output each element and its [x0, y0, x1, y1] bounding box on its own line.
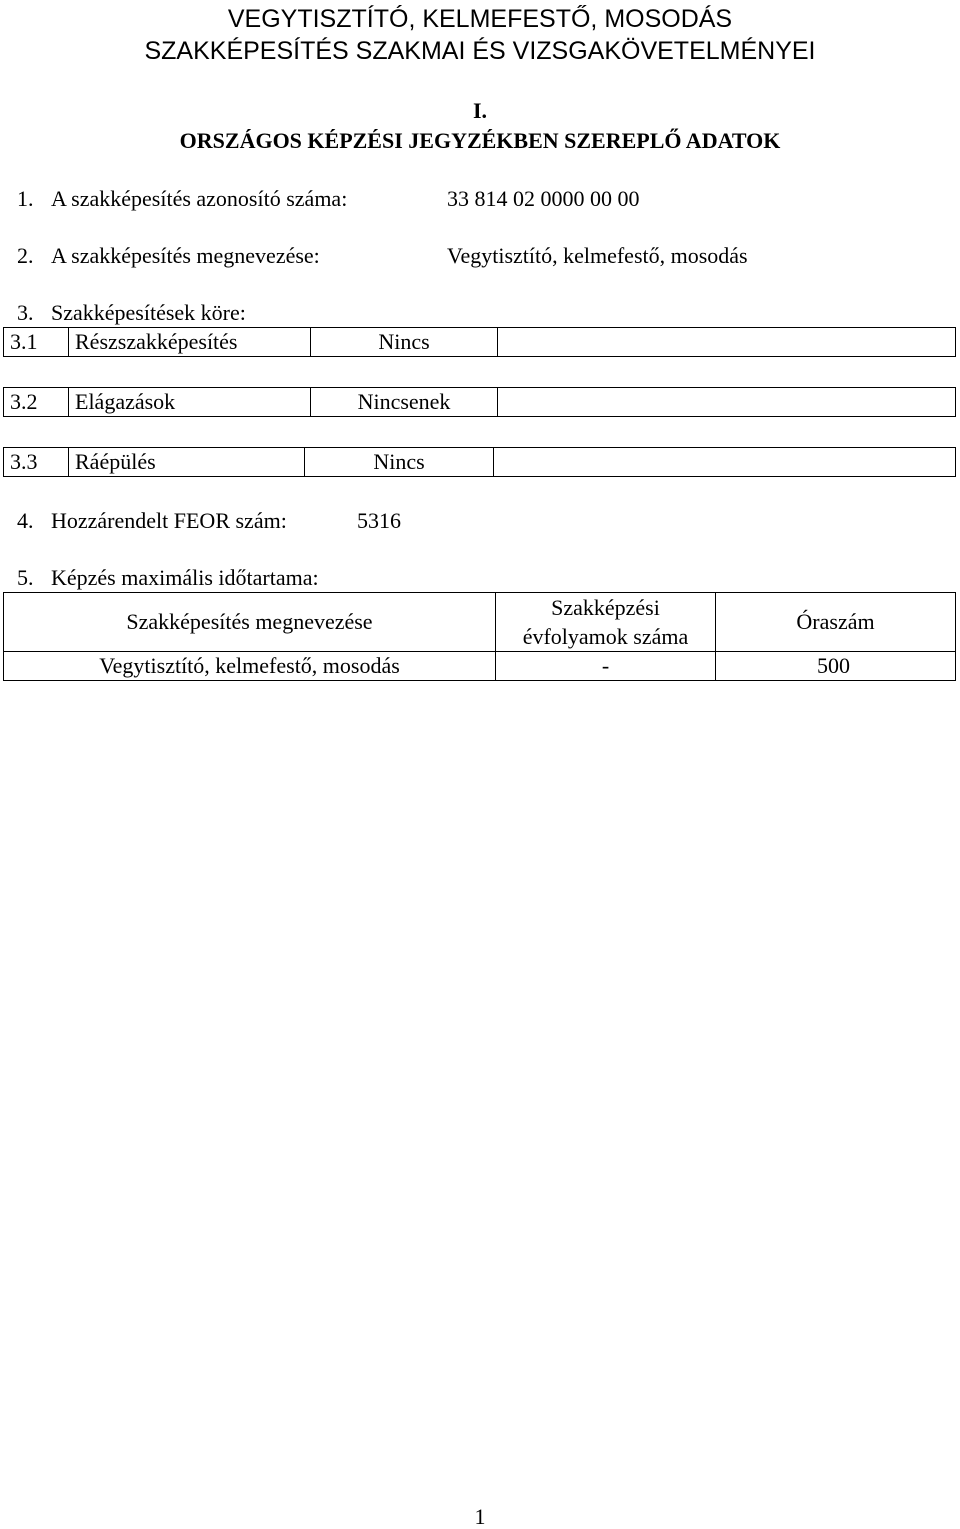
duration-header-hours: Óraszám: [716, 593, 956, 652]
scope-row-number: 3.2: [4, 388, 69, 417]
scope-row-3-3: [3, 447, 956, 477]
item-1-value: 33 814 02 0000 00 00: [447, 186, 640, 211]
duration-cell-name: Vegytisztító, kelmefestő, mosodás: [4, 652, 496, 681]
scope-row-label: Ráépülés: [69, 448, 305, 477]
document-title-line-1: VEGYTISZTÍTÓ, KELMEFESTŐ, MOSODÁS: [227, 5, 733, 33]
scope-row-value: Nincsenek: [311, 388, 498, 417]
duration-table: [3, 592, 956, 681]
scope-row-label: Részszakképesítés: [69, 328, 311, 357]
item-4-label: Hozzárendelt FEOR szám:: [51, 508, 287, 533]
scope-row-value: Nincs: [311, 328, 498, 357]
item-5-label: Képzés maximális időtartama:: [51, 565, 319, 590]
scope-row-empty-cell: [498, 328, 956, 357]
item-3-label: Szakképesítések köre:: [51, 300, 246, 325]
scope-row-empty-cell: [494, 448, 956, 477]
scope-row-value: Nincs: [305, 448, 494, 477]
duration-header-grades: [496, 593, 716, 652]
duration-header-grades-line-1: Szakképzési: [551, 595, 660, 620]
scope-row-empty-cell: [498, 388, 956, 417]
scope-row-label: Elágazások: [69, 388, 311, 417]
section-number: I.: [472, 98, 488, 123]
scope-row-3-2: [3, 387, 956, 417]
item-2-value: Vegytisztító, kelmefestő, mosodás: [447, 243, 748, 268]
duration-cell-grades: -: [496, 652, 716, 681]
item-4-number: 4.: [17, 508, 34, 533]
document-title-line-2: SZAKKÉPESÍTÉS SZAKMAI ÉS VIZSGAKÖVETELMÉNYEI: [144, 37, 816, 65]
item-5-number: 5.: [17, 565, 34, 590]
duration-header-grades-line-2: évfolyamok száma: [522, 624, 689, 649]
item-2-label: A szakképesítés megnevezése:: [51, 243, 320, 268]
item-1-number: 1.: [17, 186, 34, 211]
scope-row-3-1: [3, 327, 956, 357]
item-2-number: 2.: [17, 243, 34, 268]
item-3-number: 3.: [17, 300, 34, 325]
duration-header-name: Szakképesítés megnevezése: [4, 593, 496, 652]
scope-row-number: 3.3: [4, 448, 69, 477]
page-number: 1: [474, 1504, 486, 1529]
item-1-label: A szakképesítés azonosító száma:: [51, 186, 348, 211]
item-4-value: 5316: [357, 508, 401, 533]
scope-row-number: 3.1: [4, 328, 69, 357]
section-heading: ORSZÁGOS KÉPZÉSI JEGYZÉKBEN SZEREPLŐ ADATOK: [179, 128, 781, 153]
duration-cell-hours: 500: [716, 652, 956, 681]
